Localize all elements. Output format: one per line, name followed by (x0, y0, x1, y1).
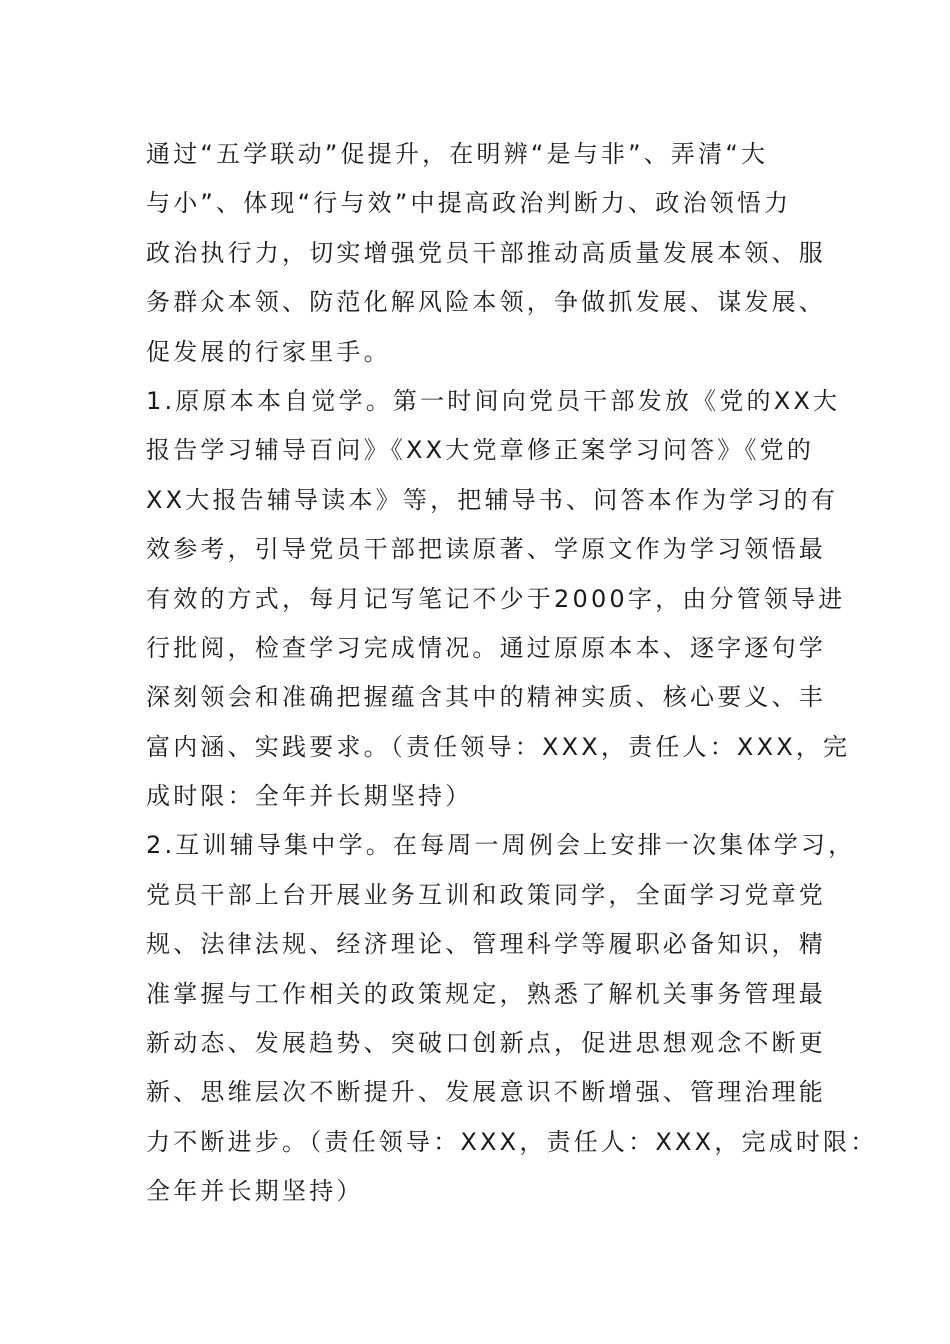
item-1-line: 成时限：全年并长期坚持） (146, 782, 473, 811)
item-1-line: 报告学习辅导百问》《XX大党章修正案学习问答》《党的 (146, 436, 815, 465)
paragraph-line: 通过“五学联动”促提升，在明辨“是与非”、弄清“大 (146, 140, 769, 168)
item-1-line: 1.原原本本自觉学。第一时间向党员干部发放《党的XX大 (146, 386, 841, 415)
paragraph-line: 务群众本领、防范化解风险本领，争做抓发展、谋发展、 (146, 288, 826, 317)
item-1-line: XX大报告辅导读本》等，把辅导书、问答本作为学习的有 (146, 485, 839, 514)
item-2-line: 全年并长期坚持） (146, 1177, 364, 1206)
item-2-line: 准掌握与工作相关的政策规定，熟悉了解机关事务管理最 (146, 979, 826, 1008)
paragraph-line: 促发展的行家里手。 (146, 337, 391, 366)
item-2-line: 力不断进步。（责任领导：XXX，责任人：XXX，完成时限： (146, 1127, 878, 1156)
document-body (146, 130, 878, 1217)
item-1-line: 有效的方式，每月记写笔记不少于2000字，由分管领导进 (146, 584, 846, 613)
item-1-line: 效参考，引导党员干部把读原著、学原文作为学习领悟最 (146, 535, 826, 564)
item-1-line: 富内涵、实践要求。（责任领导：XXX，责任人：XXX，完 (146, 732, 851, 761)
item-2-line: 新动态、发展趋势、突破口创新点，促进思想观念不断更 (146, 1029, 826, 1058)
paragraph-line: 政治执行力，切实增强党员干部推动高质量发展本领、服 (146, 238, 826, 267)
item-2-line: 党员干部上台开展业务互训和政策同学，全面学习党章党 (146, 880, 826, 909)
item-1-line: 深刻领会和准确把握蕴含其中的精神实质、核心要义、丰 (146, 683, 826, 712)
item-2-line: 2.互训辅导集中学。在每周一周例会上安排一次集体学习， (146, 831, 856, 860)
paragraph-line: 与小”、体现“行与效”中提高政治判断力、政治领悟力 (146, 189, 792, 218)
item-2-line: 规、法律法规、经济理论、管理科学等履职必备知识，精 (146, 930, 826, 959)
item-2-line: 新、思维层次不断提升、发展意识不断增强、管理治理能 (146, 1078, 826, 1107)
item-1-line: 行批阅，检查学习完成情况。通过原原本本、逐字逐句学 (146, 633, 826, 662)
